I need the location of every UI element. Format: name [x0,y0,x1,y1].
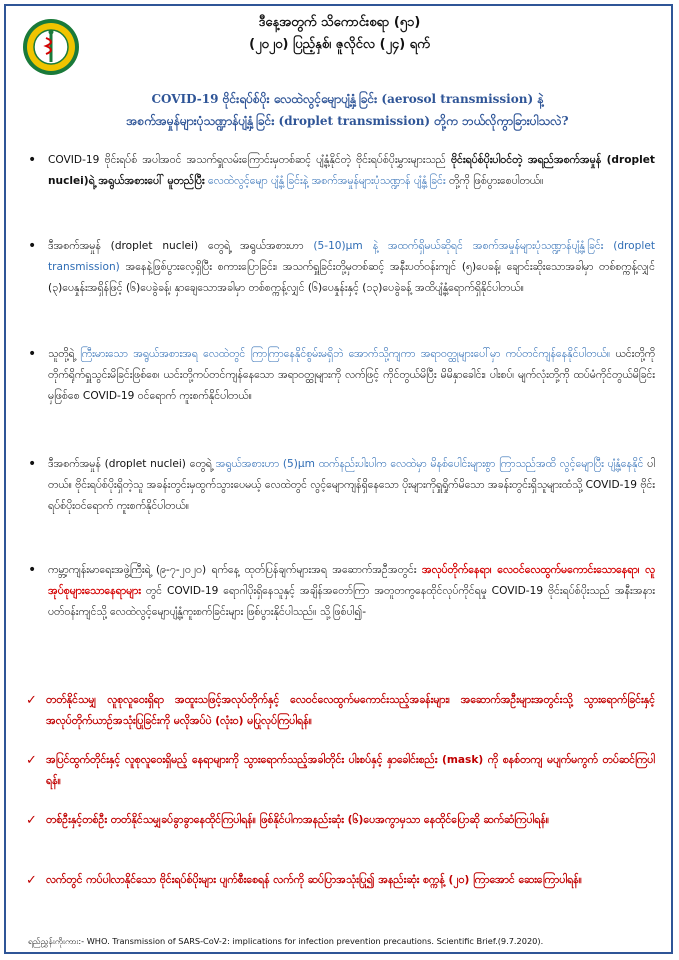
checklist-item [26,810,655,870]
bullet-warning-text: အလုပ်တိုက်နေရာ၊ လေဝင်လေထွက်မကောင်းသောနေရာ၊ လူအုပ်စုများသောနေရာများ [48,564,655,597]
checkmark-icon: ✓ [26,873,37,888]
bullet-dot-icon: • [28,346,37,362]
ministry-seal-logo [22,18,80,76]
bullet-highlight-text: (5-10)µm နဲ့ အထက်ရှိမယ်ဆိုရင် အစက်အမှုန်များပုံသဏ္ဍာန်ပျံ့နှံ့ခြင်း (droplet transmission) [48,240,656,273]
header-series-number: ဒီနေ့အတွက် သိကောင်းစရာ (၅၁) [258,15,421,30]
bullet-highlight-text: အရွယ်အစားဟာ (5)µm ထက်နည်းပါးပါက လေထဲမှာ မိနစ်ပေါင်းများစွာ ကြာသည်အထိ လွင့်မျောပြီး ပျံ့နှံ့နေနိုင် [215,458,644,470]
bullet-dot-icon: • [28,238,37,254]
bullet-text: ယင်းတို့ကို တိုက်ရိုက်ရှူသွင်းမိခြင်းဖြစ်စေ၊ ယင်းတို့ကပ်တင်ကျန်နေသော အရာဝတ္ထုများကို လက်ဖြင့် ကိုင်တွယ်မိပြီး မိမိနှာခေါင်း၊ ပါးစပ်၊ မျက်လုံးတို့ကို ထပ်မံကိုင်တွယ်မိခြင်းမှဖြစ်စေ COVID-19 ဝင်ရောက် ကူးစက်နိုင်ပါတယ်။ [48,348,655,402]
checklist-text: တစ်ဦးနှင့်တစ်ဦး တတ်နိုင်သမျှခပ်ခွာခွာနေထိုင်ကြပါရန်။ ဖြစ်နိုင်ပါကအနည်းဆုံး (၆)ပေအကွာမှသာ နေထိုင်ပြောဆို ဆက်ဆံကြပါရန်။ [46,814,549,826]
bullet-item [26,150,655,236]
bullet-text: ဒီအစက်အမှုန် (droplet nuclei) တွေရဲ့ အရွယ်အစားဟာ [48,240,304,252]
bullet-dot-icon: • [28,456,37,472]
bullet-text: ဒီအစက်အမှုန် (droplet nuclei) တွေရဲ့ [48,458,212,470]
bullet-list [26,150,655,672]
bullet-highlight-text: လေထဲလွင့်မျော ပျံ့နှံ့ခြင်းနဲ့ [208,175,309,187]
checkmark-icon: ✓ [26,753,37,768]
document-title [40,88,655,132]
title-line-1: COVID-19 ဗိုင်းရပ်စ်ပိုး လေထဲလွင့်မျောပျံ့နှံ့ခြင်း (aerosol transmission) နဲ့ [151,92,544,106]
checklist-item [26,870,655,932]
bullet-text: တို့ကို ဖြစ်ပွားစေပါတယ်။ [448,175,544,187]
bullet-item [26,236,655,344]
bullet-highlight-text: အစက်အမှုန်များပုံသဏ္ဍာန် ပျံ့နှံ့ခြင်း [311,175,446,187]
bullet-dot-icon: • [28,562,37,578]
checklist-item [26,750,655,810]
bullet-bold-text: ဗိုင်းရပ်စ်ပိုးပါဝင်တဲ့ အရည်အစက်အမှုန် (droplet nuclei)ရဲ့ အရွယ်အစားပေါ် မူတည်ပြီး [48,154,655,187]
checklist-text: တတ်နိုင်သမျှ လူစုလူဝေးရှိရာ အထူးသဖြင့်အလုပ်တိုက်နှင့် လေဝင်လေထွက်မကောင်းသည့်အခန်းများ၊ အဆောက်အဦးများအတွင်းသို့ သွားရောက်ခြင်းနှင့် အလုပ်တိုက်ယာဉ်အသုံးပြုခြင်းကို မလိုအပ်ပဲ (လုံးဝ) မပြုလုပ်ကြပါရန်။ [46,694,655,727]
source-citation: ရည်ညွှန်းကိုးကား:- WHO. Transmission of SARS-CoV-2: implications for infection prevention precautions. Scientific Brief.(9.7.2020). [28,936,544,946]
checkmark-icon: ✓ [26,693,37,708]
bullet-dot-icon: • [28,152,37,168]
precaution-checklist [26,690,655,932]
bullet-text: အနေနဲ့ဖြစ်ပွားလေ့ရှိပြီး စကားပြောခြင်း၊ အသက်ရှူခြင်းတို့မှတစ်ဆင့် အနီးပတ်ဝန်းကျင် (၅)ပေခန့်၊ ချောင်းဆိုးသောအခါမှာ တစ်စက္ကန့်လျှင် (၃)ပေနှုန်းအရှိန်ဖြင့် (၆)ပေခွဲခန့်၊ နှာချေသောအခါမှာ တစ်စက္ကန့်လျှင် (၆)ပေနှုန်းနှင့် (၁၃)ပေခွဲခန့် အထိပျံ့နှံ့ရောက်ရှိနိုင်ပါတယ်။ [48,261,655,294]
checklist-item [26,690,655,750]
bullet-text: COVID-19 ဗိုင်းရပ်စ် အပါအဝင် အသက်ရှူလမ်းကြောင်းမှတစ်ဆင့် ပျံ့နှံ့နိုင်တဲ့ ဗိုင်းရပ်စ်ပိုးမွှားများသည် [48,154,446,166]
bullet-text: တွင် COVID-19 ရောဂါပိုးရှိနေသူနှင့် အချိန်အတော်ကြာ အတူတကွနေထိုင်လုပ်ကိုင်ရမှု COVID-19 ဗိုင်းရပ်စ်ပိုးသည် အနီးအနား ပတ်ဝန်းကျင်သို့ လေထဲလွင့်မျောပျံ့နှံ့ကူးစက်ခြင်းများ ဖြစ်ပွားနိုင်ပါသည်။ သို့ဖြစ်ပါ၍- [48,585,655,618]
title-line-2: အစက်အမှုန်များပုံသဏ္ဍာန်ပျံ့နှံ့ခြင်း (droplet transmission) တို့က ဘယ်လိုကွာခြားပါသလဲ? [126,114,569,128]
bullet-item [26,344,655,454]
checklist-text: လက်တွင် ကပ်ပါလာနိုင်သော ဗိုင်းရပ်စ်ပိုးများ ပျက်စီးစေရန် လက်ကို ဆပ်ပြာအသုံးပြု၍ အနည်းဆုံး စက္ကန့် (၂၀) ကြာအောင် ဆေးကြောပါရန်။ [46,874,582,886]
checklist-text: အပြင်ထွက်တိုင်းနှင့် လူစုလူဝေးရှိမည့် နေရာများကို သွားရောက်သည့်အခါတိုင်း ပါးစပ်နှင့် နှာခေါင်းစည်း (mask) ကို စနစ်တကျ မပျက်မကွက် တပ်ဆင်ကြပါရန်။ [46,754,655,787]
bullet-highlight-text: ကြီးမားသော အရွယ်အစားအရ လေထဲတွင် ကြာကြာနေနိုင်စွမ်းမရှိဘဲ အောက်သို့ကျကာ အရာဝတ္ထုများပေါ်မှာ ကပ်တင်ကျန်နေနိုင်ပါတယ်။ [79,348,611,360]
bullet-text: ကမ္ဘာ့ကျန်းမာရေးအဖွဲ့ကြီးရဲ့ (၉-၇-၂၀၂၀) ရက်နေ့ ထုတ်ပြန်ချက်များအရ အဆောက်အဦအတွင်း [48,564,417,576]
header-date: (၂၀၂၀) ပြည့်နှစ်၊ ဇူလိုင်လ (၂၄) ရက် [249,37,430,52]
bullet-item [26,560,655,672]
bullet-text: ပါတယ်။ ဗိုင်းရပ်စ်ပိုးရှိတဲ့သူ အခန်းတွင်းမှထွက်သွားပေမယ့် လေထဲတွင် လွင့်မျောကျန်ရှိနေသော ပိုးများကိုရှူရှိုက်မိသော အခန်းတွင်းရှိသူများထံသို့ COVID-19 ဗိုင်းရပ်စ်ပိုးဝင်ရောက် ကူးစက်နိုင်ပါတယ်။ [48,458,655,512]
document-header [90,12,589,56]
bullet-item [26,454,655,560]
checkmark-icon: ✓ [26,813,37,828]
bullet-text: သူတို့ရဲ့ [48,348,75,360]
